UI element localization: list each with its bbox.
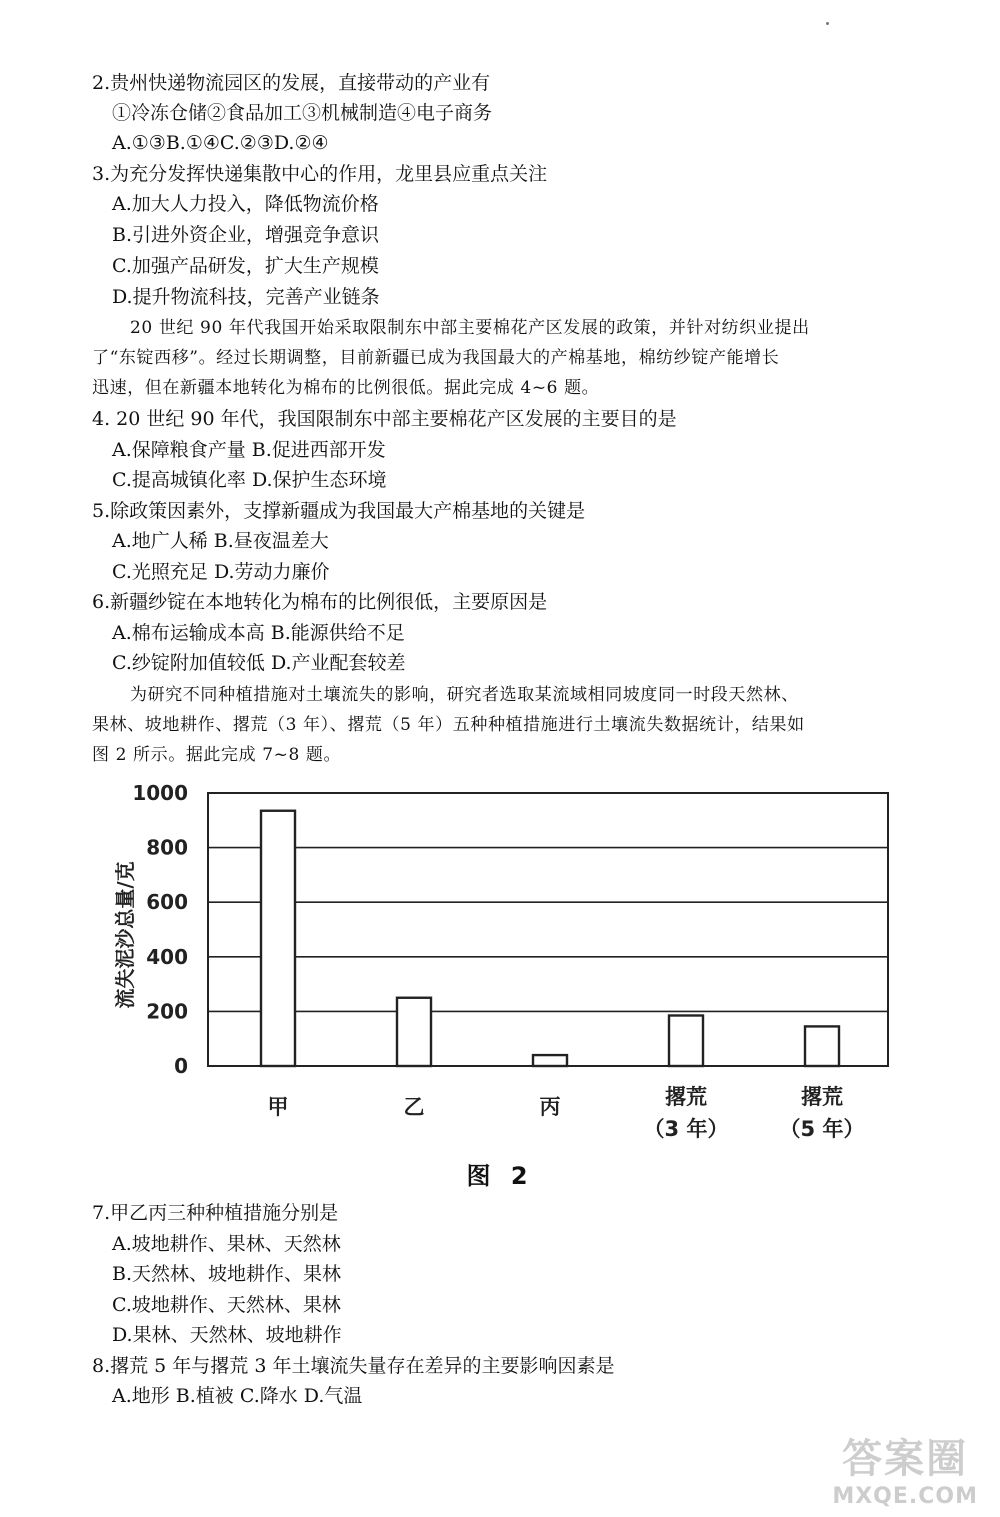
passage-soil-line2: 果林、坡地耕作、撂荒（3 年）、撂荒（5 年）五种种植措施进行土壤流失数据统计，结果如	[92, 715, 805, 735]
q4-stem: 4. 20 世纪 90 年代，我国限制东中部主要棉花产区发展的主要目的是	[92, 408, 677, 430]
passage-cotton	[92, 313, 922, 403]
x-category-label: 丙	[539, 1095, 561, 1119]
soil-loss-bar-chart	[100, 780, 900, 1150]
q4-options-ab: A.保障粮食产量 B.促进西部开发	[112, 439, 386, 461]
passage-soil-line3: 图 2 所示。据此完成 7~8 题。	[92, 745, 342, 765]
figure-caption: 图 2	[466, 1162, 534, 1190]
watermark	[832, 1427, 978, 1509]
q2-choices: A.①③B.①④C.②③D.②④	[112, 132, 329, 154]
passage-soil	[92, 680, 922, 770]
q3-option-b: B.引进外资企业，增强竞争意识	[112, 224, 380, 246]
q5-options-cd: C.光照充足 D.劳动力廉价	[112, 561, 330, 583]
q7-option-d: D.果林、天然林、坡地耕作	[112, 1324, 342, 1346]
q3-option-c: C.加强产品研发，扩大生产规模	[112, 255, 379, 277]
bar	[669, 1015, 703, 1066]
bar	[261, 811, 295, 1066]
q7-option-a: A.坡地耕作、果林、天然林	[112, 1233, 341, 1255]
y-axis-label: 流失泥沙总量/克	[113, 861, 137, 1009]
y-tick-label: 600	[146, 890, 188, 915]
q6-options-cd: C.纱锭附加值较低 D.产业配套较差	[112, 652, 406, 674]
q5-stem: 5.除政策因素外，支撑新疆成为我国最大产棉基地的关键是	[92, 500, 586, 522]
x-category-label: 撂荒	[801, 1085, 843, 1109]
q3-stem: 3.为充分发挥快递集散中心的作用，龙里县应重点关注	[92, 163, 548, 185]
y-tick-label: 200	[146, 999, 188, 1024]
q6-stem: 6.新疆纱锭在本地转化为棉布的比例很低，主要原因是	[92, 591, 548, 613]
y-tick-label: 1000	[132, 781, 188, 805]
q2-stem: 2.贵州快递物流园区的发展，直接带动的产业有	[92, 72, 491, 94]
y-tick-label: 400	[146, 944, 188, 969]
bar	[533, 1055, 567, 1066]
q7-option-b: B.天然林、坡地耕作、果林	[112, 1263, 342, 1285]
passage-cotton-line2: 了“东锭西移”。经过长期调整，目前新疆已成为我国最大的产棉基地，棉纺纱锭产能增长	[92, 348, 780, 368]
y-tick-label: 800	[146, 835, 188, 860]
passage-cotton-line3: 迅速，但在新疆本地转化为棉布的比例很低。据此完成 4~6 题。	[92, 378, 600, 398]
scan-speck	[826, 22, 829, 25]
q4-options-cd: C.提高城镇化率 D.保护生态环境	[112, 469, 387, 491]
y-tick-label: 0	[174, 1054, 188, 1078]
watermark-url: MXQE.COM	[832, 1484, 978, 1509]
q8-choices: A.地形 B.植被 C.降水 D.气温	[112, 1385, 363, 1407]
q3-option-a: A.加大人力投入，降低物流价格	[112, 193, 379, 215]
x-category-label: 撂荒	[665, 1085, 707, 1109]
x-category-label: 乙	[403, 1095, 425, 1119]
plot-frame	[208, 793, 888, 1066]
passage-cotton-line1: 20 世纪 90 年代我国开始采取限制东中部主要棉花产区发展的政策，并针对纺织业提出	[130, 318, 810, 338]
q3-option-d: D.提升物流科技，完善产业链条	[112, 286, 380, 308]
q5-options-ab: A.地广人稀 B.昼夜温差大	[112, 530, 329, 552]
q7-option-c: C.坡地耕作、天然林、果林	[112, 1294, 341, 1316]
q2-options: ①冷冻仓储②食品加工③机械制造④电子商务	[112, 102, 493, 124]
watermark-logo: 答案圈	[842, 1436, 969, 1482]
bar	[805, 1026, 839, 1066]
passage-soil-line1: 为研究不同种植措施对土壤流失的影响，研究者选取某流域相同坡度同一时段天然林、	[130, 685, 799, 705]
q8-stem: 8.撂荒 5 年与撂荒 3 年土壤流失量存在差异的主要影响因素是	[92, 1355, 615, 1377]
x-category-label: 甲	[267, 1095, 289, 1119]
q7-stem: 7.甲乙丙三种种植措施分别是	[92, 1202, 339, 1224]
x-category-sublabel: （5 年）	[779, 1117, 865, 1141]
q6-options-ab: A.棉布运输成本高 B.能源供给不足	[112, 622, 405, 644]
bar	[397, 998, 431, 1066]
x-category-sublabel: （3 年）	[643, 1117, 729, 1141]
